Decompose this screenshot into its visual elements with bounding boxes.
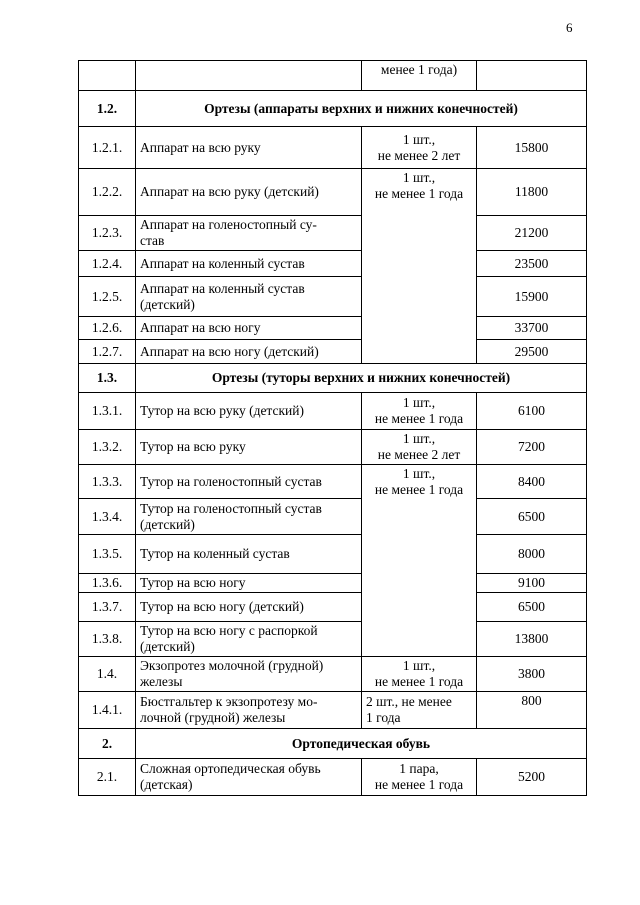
table-row [79, 574, 587, 593]
table-row [79, 216, 587, 251]
cell-name: Аппарат на голеностопный су- став [136, 216, 362, 251]
table-row [79, 61, 587, 91]
cell-count: 1 шт., не менее 1 года [362, 657, 477, 692]
cell-price: 13800 [477, 622, 587, 657]
cell-number: 1.4. [79, 657, 136, 692]
cell-number: 1.2.1. [79, 127, 136, 169]
cell-number: 1.2.6. [79, 317, 136, 340]
cell-number: 1.2.5. [79, 277, 136, 317]
cell-price: 8000 [477, 535, 587, 574]
cell-count: 1 шт., не менее 2 лет [362, 127, 477, 169]
section-title: Ортопедическая обувь [136, 729, 587, 759]
cell-name: Тутор на коленный сустав [136, 535, 362, 574]
table-row [79, 340, 587, 364]
cell-price: 23500 [477, 251, 587, 277]
cell-number: 1.3.1. [79, 393, 136, 430]
cell-price: 3800 [477, 657, 587, 692]
table-row [79, 535, 587, 574]
table-row [79, 657, 587, 692]
cell-number: 1.2.2. [79, 169, 136, 216]
cell-number: 1.4.1. [79, 692, 136, 729]
table-row [79, 622, 587, 657]
table-row [79, 759, 587, 796]
cell-number: 1.3.8. [79, 622, 136, 657]
cell-name: Тутор на голеностопный сустав [136, 465, 362, 499]
section-row [79, 91, 587, 127]
cell-number: 1.3.7. [79, 593, 136, 622]
cell-price: 6500 [477, 499, 587, 535]
table-row [79, 692, 587, 729]
cell-price: 7200 [477, 430, 587, 465]
table-row [79, 499, 587, 535]
cell-number: 1.2.4. [79, 251, 136, 277]
section-row [79, 729, 587, 759]
cell-name: Аппарат на коленный сустав [136, 251, 362, 277]
cell-count: 1 пара, не менее 1 года [362, 759, 477, 796]
section-title: Ортезы (туторы верхних и нижних конечностей) [136, 364, 587, 393]
page-number: 6 [566, 20, 573, 35]
table-row [79, 465, 587, 499]
cell-number: 1.3.5. [79, 535, 136, 574]
cell-number: 2.1. [79, 759, 136, 796]
cell-number: 1.3.2. [79, 430, 136, 465]
cell-price: 9100 [477, 574, 587, 593]
table-row [79, 393, 587, 430]
cell-number: 1.3.6. [79, 574, 136, 593]
table-row [79, 169, 587, 216]
cell-name: Аппарат на всю ногу (детский) [136, 340, 362, 364]
cell-name: Тутор на всю ногу с распоркой (детский) [136, 622, 362, 657]
table-row [79, 430, 587, 465]
cell-price: 6500 [477, 593, 587, 622]
cell-price: 15900 [477, 277, 587, 317]
cell-name: Аппарат на всю руку (детский) [136, 169, 362, 216]
cell-name: Бюстгальтер к экзопротезу мо- лочной (грудной) железы [136, 692, 362, 729]
section-number: 1.3. [79, 364, 136, 393]
prosthetics-table [78, 60, 587, 796]
cell-count: 2 шт., не менее 1 года [362, 692, 477, 729]
cell-price: 21200 [477, 216, 587, 251]
cell-count: 1 шт., не менее 2 лет [362, 430, 477, 465]
cell-count: 1 шт., не менее 1 года [362, 465, 477, 657]
cell-number: 1.3.3. [79, 465, 136, 499]
cell-name: Экзопротез молочной (грудной) железы [136, 657, 362, 692]
cell-name: Сложная ортопедическая обувь (детская) [136, 759, 362, 796]
cell-price: 11800 [477, 169, 587, 216]
cell-name: Тутор на всю ногу (детский) [136, 593, 362, 622]
cell-number: 1.2.3. [79, 216, 136, 251]
section-number: 2. [79, 729, 136, 759]
cell-price: 8400 [477, 465, 587, 499]
cell-name: Тутор на голеностопный сустав (детский) [136, 499, 362, 535]
cell-number: 1.3.4. [79, 499, 136, 535]
table-row [79, 317, 587, 340]
cell-price: 29500 [477, 340, 587, 364]
section-row [79, 364, 587, 393]
table-row [79, 127, 587, 169]
cell-price: 15800 [477, 127, 587, 169]
section-number: 1.2. [79, 91, 136, 127]
cell-count: 1 шт., не менее 1 года [362, 393, 477, 430]
cell-number: 1.2.7. [79, 340, 136, 364]
table-row [79, 277, 587, 317]
cell-name: Тутор на всю ногу [136, 574, 362, 593]
table-row [79, 593, 587, 622]
cell-name: Аппарат на всю руку [136, 127, 362, 169]
cell-name: Тутор на всю руку (детский) [136, 393, 362, 430]
cell-count: 1 шт., не менее 1 года [362, 169, 477, 364]
cell-name: Аппарат на коленный сустав (детский) [136, 277, 362, 317]
cell-count: менее 1 года) [362, 61, 477, 91]
cell-price: 5200 [477, 759, 587, 796]
table-row [79, 251, 587, 277]
cell-price: 6100 [477, 393, 587, 430]
section-title: Ортезы (аппараты верхних и нижних конечностей) [136, 91, 587, 127]
cell-name: Тутор на всю руку [136, 430, 362, 465]
cell-price: 33700 [477, 317, 587, 340]
cell-name: Аппарат на всю ногу [136, 317, 362, 340]
cell-price: 800 [477, 692, 587, 729]
